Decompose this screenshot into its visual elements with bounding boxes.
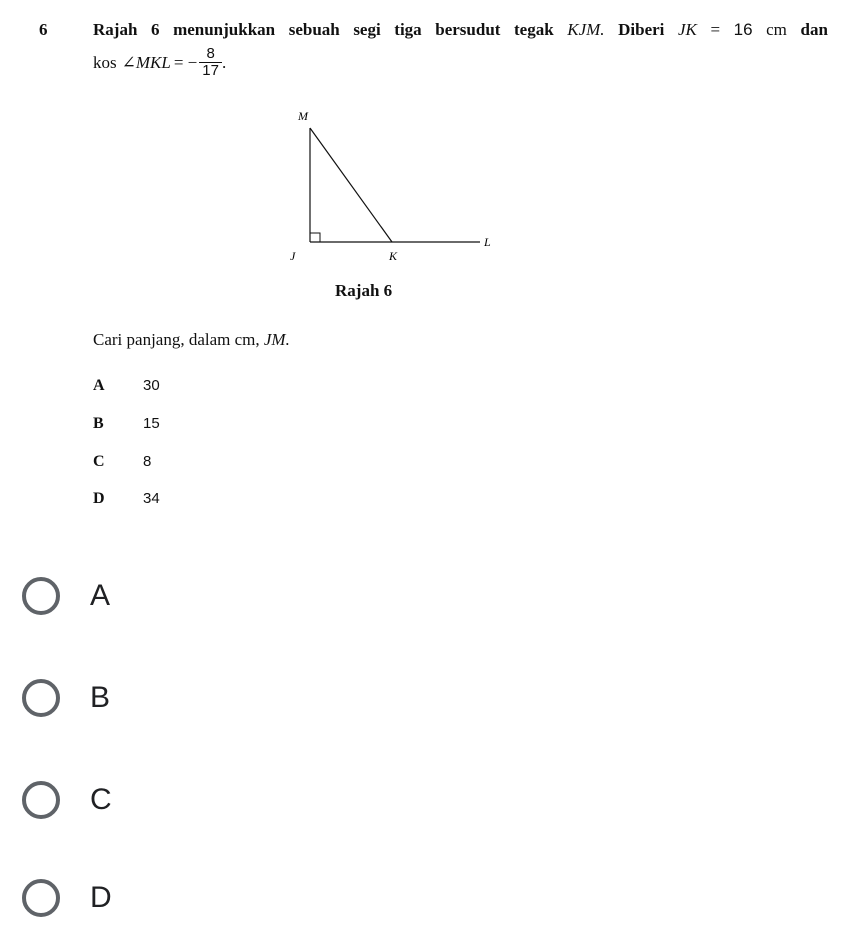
fraction-numerator: 8 [206, 45, 215, 62]
option-c [93, 453, 151, 471]
choice-label-a[interactable]: A [90, 579, 111, 612]
word-bersudut: bersudut [435, 20, 501, 39]
word-diberi: Diberi [618, 20, 665, 39]
angle-name: ∠MKL [121, 52, 171, 72]
question-line-1 [93, 20, 828, 40]
choice-a[interactable] [22, 577, 110, 615]
option-b [93, 415, 160, 433]
radio-button-c[interactable] [22, 781, 60, 819]
radio-button-d[interactable] [22, 879, 60, 917]
jk-expression: JK [678, 20, 697, 39]
question-prompt [93, 330, 290, 350]
word-menunjukkan: menunjukkan [173, 20, 276, 39]
choice-label-d[interactable]: D [90, 881, 112, 914]
negative-equals: = − [173, 52, 198, 72]
word-tiga: tiga [394, 20, 422, 39]
option-letter: A [93, 377, 105, 394]
equals-sign: = [710, 20, 721, 39]
fraction-denominator: 17 [199, 62, 222, 79]
question-line-2 [93, 46, 226, 79]
kos-label: kos [93, 52, 117, 72]
option-letter: B [93, 415, 104, 432]
prompt-target: JM. [263, 330, 290, 349]
prompt-text: Cari panjang, dalam cm, [93, 330, 260, 349]
question-number: 6 [39, 20, 48, 39]
choice-d[interactable] [22, 879, 112, 917]
line-period: . [221, 52, 227, 72]
side-mk [310, 128, 392, 242]
triangle-diagram [280, 98, 520, 273]
cosine-fraction [199, 46, 222, 79]
choice-b[interactable] [22, 679, 110, 717]
option-value: 30 [143, 377, 160, 394]
option-value: 8 [143, 453, 152, 470]
vertex-label-m: M [298, 109, 308, 123]
unit-cm: cm [766, 20, 787, 39]
option-a [93, 377, 160, 395]
option-letter: D [93, 490, 105, 507]
choice-label-b[interactable]: B [90, 681, 111, 714]
right-angle-mark [310, 233, 320, 242]
word-segi: segi [353, 20, 381, 39]
vertex-label-j: J [290, 249, 296, 263]
word-dan: dan [800, 20, 828, 39]
option-value: 34 [143, 490, 160, 507]
option-d [93, 490, 160, 508]
word-rajah: Rajah [93, 20, 138, 39]
vertex-label-l: L [484, 235, 491, 249]
word-tegak: tegak [514, 20, 554, 39]
choice-c[interactable] [22, 781, 112, 819]
radio-button-b[interactable] [22, 679, 60, 717]
word-6: 6 [150, 20, 160, 39]
radio-button-a[interactable] [22, 577, 60, 615]
vertex-label-k: K [389, 249, 398, 263]
jk-value: 16 [733, 20, 753, 39]
diagram-caption: Rajah 6 [335, 281, 393, 300]
triangle-name: KJM. [567, 20, 605, 39]
option-value: 15 [143, 415, 160, 432]
choice-label-c[interactable]: C [90, 783, 112, 816]
option-letter: C [93, 453, 105, 470]
word-sebuah: sebuah [288, 20, 340, 39]
